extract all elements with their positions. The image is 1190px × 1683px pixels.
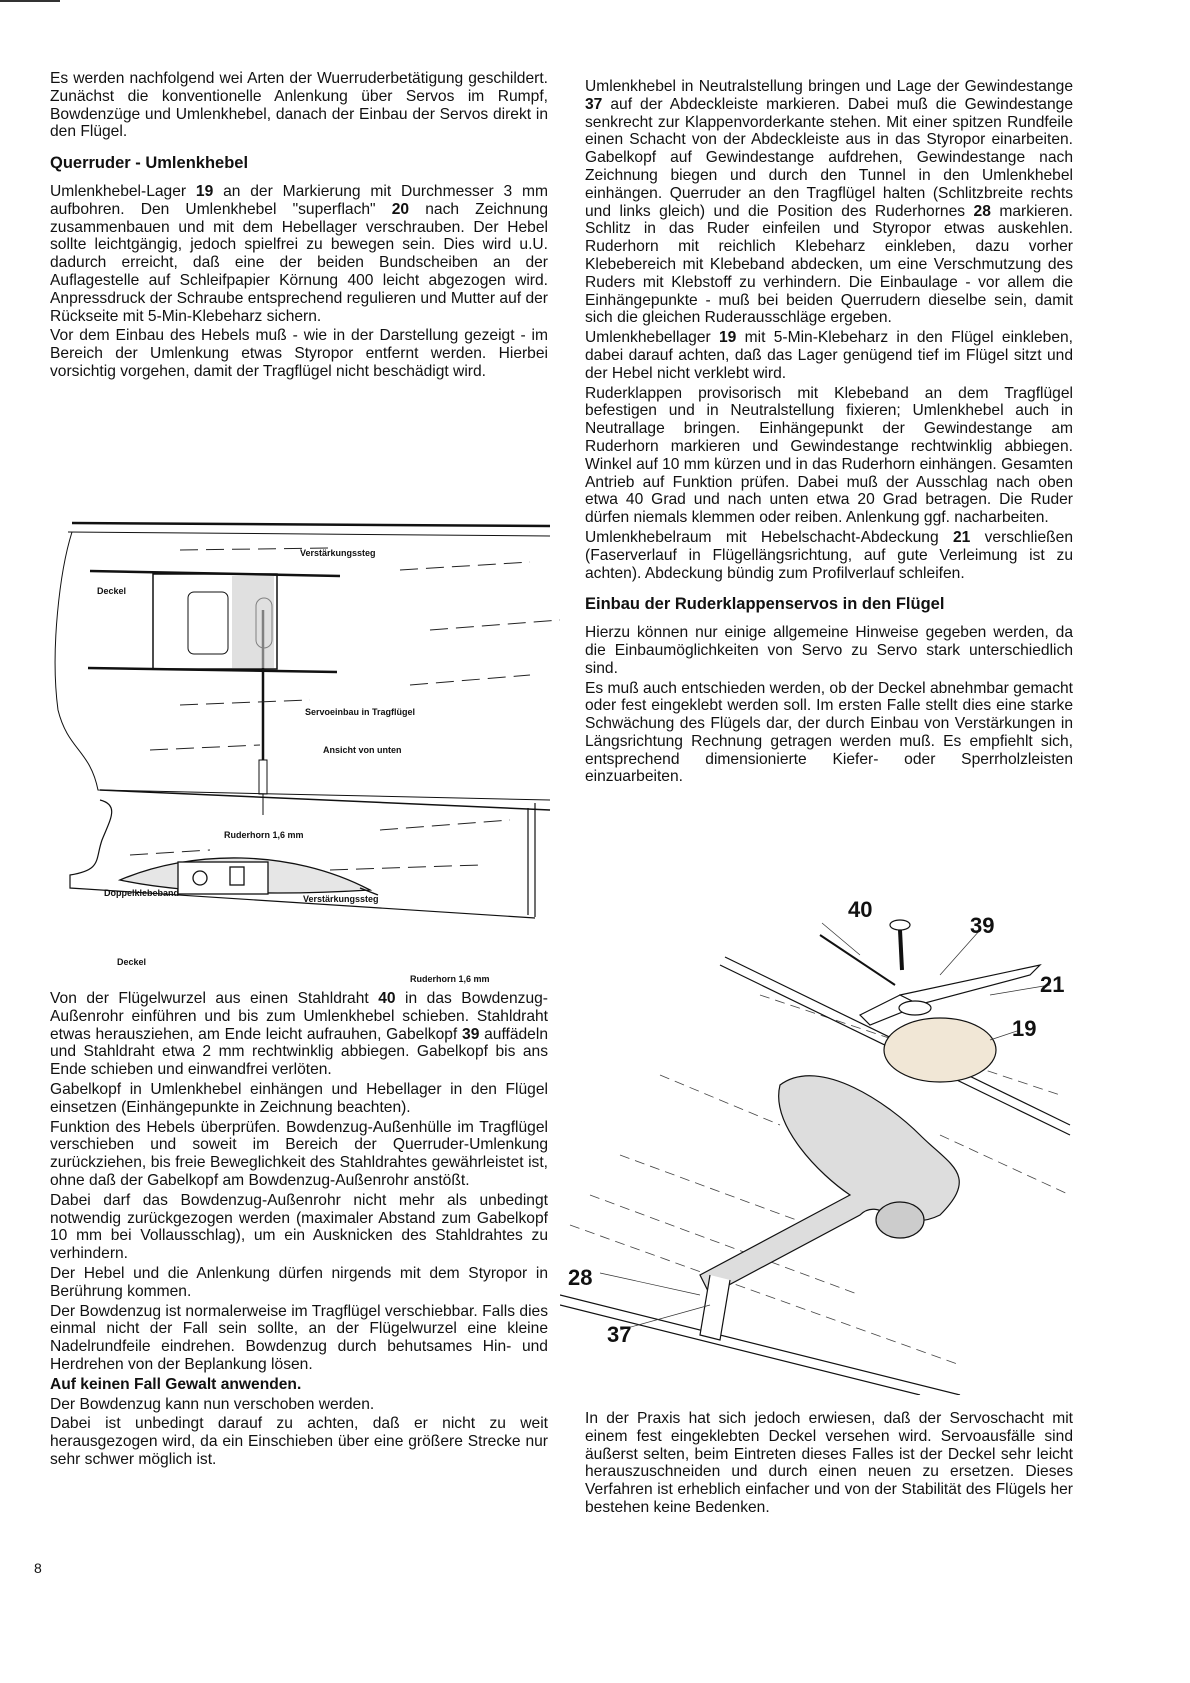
text-run: markieren. Schlitz in das Ruder einfeilen und Styropor etwas auskehlen. Ruderhorn mit reichlich Klebeharz einkleben, dazu vorher Klebebereich mit Klebeband abdecken, um eine Verschmutzung des Ruders mit Klebstoff zu verhindern. Die Einbaulage - vor allem die Einhängepunkte - muß bei beiden Querrudern dieselbe sein, damit sich die gleichen Ruderausschläge ergeben. bbox=[585, 202, 1074, 327]
label-deckel-section: Deckel bbox=[117, 957, 147, 967]
bold-reference: 19 bbox=[195, 182, 214, 200]
part-number-37: 37 bbox=[607, 1322, 632, 1347]
text-run: Es muß auch entschieden werden, ob der Deckel abnehmbar gemacht oder fest eingeklebt werden soll. Im ersten Falle stellt dies eine starke Schwächung des Flügels dar, der durch Einbau von Verstärkungen in Längsrichtung Rechnung getragen werden muß. Es empfiehlt sich, entsprechend dimensionierte Kiefer- oder Sperrholzleisten einzuarbeiten. bbox=[585, 679, 1074, 786]
text-run: an der Markierung mit Durchmesser 3 mm aufbohren. Den Umlenkhebel "superflach" bbox=[50, 182, 548, 218]
paragraph bbox=[585, 680, 1073, 787]
label-deckel: Deckel bbox=[97, 586, 127, 596]
text-run: Hierzu können nur einige allgemeine Hinweise gegeben werden, da die Einbaumöglichkeiten von Servo zu Servo stark unterschiedlich sind. bbox=[585, 624, 1073, 677]
paragraph bbox=[50, 1119, 548, 1190]
text-run: Von der Flügelwurzel aus einen Stahldraht bbox=[50, 990, 379, 1007]
paragraph bbox=[50, 990, 548, 1079]
part-number-21: 21 bbox=[1040, 972, 1065, 997]
label-servoeinbau: Servoeinbau in Tragflügel bbox=[305, 707, 416, 717]
text-run: Funktion des Hebels überprüfen. Bowdenzug-Außenhülle im Tragflügel verschieben und soweit im Bereich der Querruder-Umlenkung zurückziehen, bis freie Beweglichkeit des Stahldrahtes gewährleistet ist, ohne daß der Gabelkopf am Bowdenzug-Außenrohr anstößt. bbox=[50, 1118, 548, 1189]
paragraph bbox=[50, 1081, 548, 1117]
part-number-39: 39 bbox=[970, 913, 995, 938]
text-run: Der Hebel und die Anlenkung dürfen nirgends mit dem Styropor in Berührung kommen. bbox=[50, 1264, 548, 1300]
text-run: Ruderklappen provisorisch mit Klebeband an dem Tragflügel befestigen und in Neutralstellung fixieren; Umlenkhebel auch in Neutrallage bringen. Einhängepunkt der Gewindestange am Ruderhorn markieren und Gewindestange rechtwinklig abbiegen. Winkel auf 10 mm kürzen und in das Ruderhorn einhängen. Gesamten Antrieb auf Funktion prüfen. Dabei muß der Ausschlag nach oben etwa 40 Grad und nach unten etwa 20 Grad betragen. Die Ruder dürfen niemals klemmen oder reiben. Anlenkung ggf. nacharbeiten. bbox=[585, 384, 1074, 527]
right-column-top bbox=[585, 78, 1073, 788]
paragraph bbox=[50, 1192, 548, 1263]
warning-text bbox=[50, 1376, 548, 1394]
text-run: auf der Abdeckleiste markieren. Dabei muß die Gewindestange senkrecht zur Klappenvorderkante stehen. Mit einer spitzen Rundfeile einen Schacht von der Abdeckleiste aus in das Styropor einarbeiten. Gabelkopf auf Gewindestange aufdrehen, Gewindestange nach Zeichnung biegen und durch den Tunnel in den Umlenkhebel einhängen. Querruder an den Tragflügel halten (Schlitzbreite rechts und links gleich) und die Position des Ruderhornes bbox=[585, 95, 1073, 220]
text-run: auffädeln und Stahldraht etwa 2 mm rechtwinklig abbiegen. Gabelkopf bis ans Ende schieben und einwandfrei verlöten. bbox=[50, 1025, 548, 1079]
section-heading-einbau: Einbau der Ruderklappenservos in den Flügel bbox=[585, 595, 945, 614]
paragraph bbox=[585, 385, 1073, 527]
right-column-bottom bbox=[585, 1410, 1073, 1519]
paragraph bbox=[50, 327, 548, 380]
text-run: Umlenkhebel in Neutralstellung bringen und Lage der Gewindestange bbox=[585, 78, 1073, 95]
bold-reference: 28 bbox=[973, 202, 991, 220]
part-number-19: 19 bbox=[1012, 1016, 1037, 1041]
paragraph bbox=[585, 1410, 1073, 1517]
scan-edge-line bbox=[0, 0, 60, 2]
text-run: nach Zeichnung zusammenbauen und mit dem Hebellager verschrauben. Der Hebel sollte leichtgängig, jedoch spielfrei zu bewegen sein. Dies wird u.U. dadurch erreicht, daß eine der beiden Bundscheiben an der Auflagestelle auf Schleifpapier Körnung 400 leicht abgezogen wird. Anpressdruck der Schraube entsprechend regulieren und Mutter auf der Rückseite mit 5-Min-Klebeharz sichern. bbox=[50, 200, 548, 325]
text-run: Dabei ist unbedingt darauf zu achten, daß er nicht zu weit herausgezogen wird, da ein Einschieben über eine größere Strecke nur sehr schwer möglich ist. bbox=[50, 1415, 548, 1468]
text-run: Umlenkhebellager bbox=[585, 329, 719, 347]
bold-reference: 19 bbox=[718, 329, 737, 347]
left-column-top bbox=[50, 70, 548, 383]
paragraph bbox=[50, 1303, 548, 1374]
section-heading-querruder: Querruder - Umlenkhebel bbox=[50, 154, 249, 173]
paragraph bbox=[50, 1265, 548, 1301]
bold-reference: 40 bbox=[378, 990, 396, 1007]
page-number: 8 bbox=[34, 1560, 42, 1576]
text-run: verschließen (Faserverlauf in Flügellängsrichtung, auf gute Verleimung ist zu achten). Abdeckung bündig zum Profilverlauf schleifen. bbox=[585, 528, 1073, 582]
bold-reference: 37 bbox=[585, 95, 603, 113]
bold-reference: 20 bbox=[391, 200, 410, 218]
text-run: Der Bowdenzug kann nun verschoben werden. bbox=[50, 1395, 375, 1413]
left-column-bottom bbox=[50, 990, 548, 1471]
paragraph bbox=[50, 183, 548, 325]
bellcrank-drawing bbox=[560, 895, 1080, 1395]
text-run: Es werden nachfolgend wei Arten der Wuerruderbetätigung geschildert. Zunächst die konventionelle Anlenkung über Servos im Rumpf, Bowdenzüge und Umlenkhebel, danach der Einbau der Servos direkt in den Flügel. bbox=[50, 70, 548, 141]
text-run: In der Praxis hat sich jedoch erwiesen, daß der Servoschacht mit einem fest eingeklebten Deckel versehen wird. Servoausfälle sind äußerst selten, beim Eintreten dieses Falles ist der Deckel sehr leicht herauszuschneiden und durch einen neuen zu ersetzen. Dieses Verfahren ist erheblich einfacher und von der Stabilität des Flügels her bestehen keine Bedenken. bbox=[585, 1410, 1073, 1516]
text-run: Umlenkhebelraum mit Hebelschacht-Abdeckung bbox=[585, 528, 953, 546]
text-run: Umlenkhebel-Lager bbox=[50, 182, 196, 200]
paragraph bbox=[585, 329, 1073, 382]
label-ruderhorn: Ruderhorn 1,6 mm bbox=[224, 830, 304, 840]
bold-reference: 39 bbox=[462, 1025, 480, 1043]
part-number-28: 28 bbox=[568, 1265, 593, 1290]
paragraph bbox=[50, 70, 548, 141]
text-run: Vor dem Einbau des Hebels muß - wie in der Darstellung gezeigt - im Bereich der Umlenkung etwas Styropor entfernt werden. Hierbei vorsichtig vorgehen, damit der Tragflügel nicht beschädigt wird. bbox=[50, 327, 548, 380]
text-run: Gabelkopf in Umlenkhebel einhängen und Hebellager in den Flügel einsetzen (Einhängepunkte in Zeichnung beachten). bbox=[50, 1080, 548, 1116]
label-ruderhorn-section: Ruderhorn 1,6 mm bbox=[410, 974, 490, 984]
part-number-40: 40 bbox=[848, 897, 873, 922]
label-verstaerkungssteg-section: Verstärkungssteg bbox=[303, 894, 379, 904]
label-ansicht-von-unten: Ansicht von unten bbox=[323, 745, 402, 755]
label-verstaerkungssteg: Verstärkungssteg bbox=[300, 548, 376, 558]
paragraph bbox=[585, 529, 1073, 582]
paragraph bbox=[50, 1396, 548, 1414]
paragraph bbox=[585, 78, 1073, 327]
label-doppelklebeband: Doppelklebeband bbox=[104, 888, 180, 898]
bold-reference: Auf keinen Fall Gewalt anwenden. bbox=[50, 1375, 302, 1393]
text-run: Dabei darf das Bowdenzug-Außenrohr nicht mehr als unbedingt notwendig zurückgezogen werden (maximaler Abstand zum Gabelkopf 10 mm bei Vollausschlag), um ein Ausknicken des Stahldrahtes zu verhindern. bbox=[50, 1191, 548, 1263]
text-run: in das Bowdenzug-Außenrohr einführen und bis zum Umlenkhebel schieben. Stahldraht etwas herausziehen, am Ende leicht aufrauhen, Gabelkopf bbox=[50, 990, 548, 1043]
text-run: mit 5-Min-Klebeharz in den Flügel einkleben, dabei darauf achten, daß das Lager genügend tief im Flügel sitzt und der Hebel nicht verklebt wird. bbox=[585, 329, 1073, 382]
text-run: Der Bowdenzug ist normalerweise im Tragflügel verschiebbar. Falls dies einmal nicht der Fall sein sollte, an der Flügelwurzel eine kleine Nadelrundfeile eindrehen. Bowdenzug durch behutsames Hin- und Herdrehen von der Beplankung lösen. bbox=[50, 1302, 548, 1373]
bold-reference: 21 bbox=[952, 528, 971, 546]
paragraph bbox=[50, 1415, 548, 1468]
paragraph bbox=[585, 624, 1073, 677]
